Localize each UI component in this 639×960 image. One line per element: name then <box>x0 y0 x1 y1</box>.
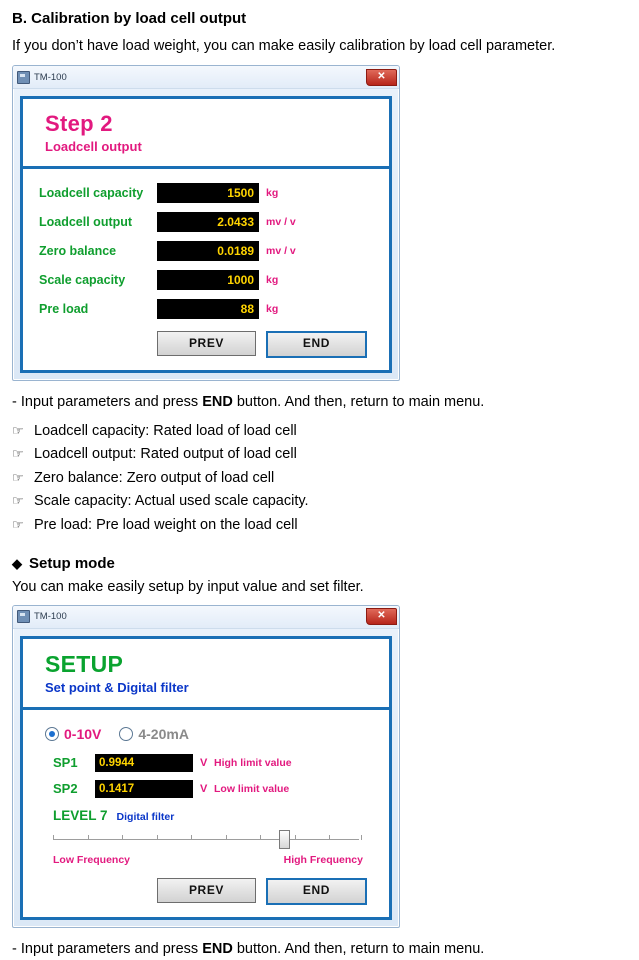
step2-instruction <box>12 391 633 413</box>
slider-tick <box>191 835 192 840</box>
sp2-description: Low limit value <box>214 782 290 795</box>
scale-capacity-input[interactable]: 1000 <box>157 270 259 290</box>
close-icon[interactable]: ✕ <box>366 69 397 86</box>
prev-button[interactable]: PREV <box>157 331 256 356</box>
hand-pointing-icon: ☞ <box>12 516 24 532</box>
setup-subheading: Set point & Digital filter <box>45 679 189 695</box>
hand-pointing-icon: ☞ <box>12 446 24 462</box>
field-unit: kg <box>266 274 279 287</box>
instruction-pre: - Input parameters and press <box>12 394 203 411</box>
setpoint-2-row <box>39 780 373 798</box>
slider-tick <box>329 835 330 840</box>
instruction-post: button. And then, return to main menu. <box>232 940 485 957</box>
field-label: Loadcell capacity <box>39 186 144 201</box>
diamond-bullet-icon: ◆ <box>12 556 22 572</box>
setup-mode-label: Setup mode <box>29 555 115 573</box>
list-item <box>12 420 633 443</box>
slider-track <box>53 839 359 840</box>
loadcell-output-input[interactable]: 2.0433 <box>157 212 259 232</box>
setup-controls <box>23 710 389 917</box>
step2-window <box>12 65 400 381</box>
instruction-end-keyword: END <box>202 394 233 411</box>
slider-tick <box>88 835 89 840</box>
end-button[interactable]: END <box>266 878 367 905</box>
radio-0-10v-label[interactable]: 0-10V <box>64 725 102 742</box>
sp2-input[interactable]: 0.1417 <box>95 780 193 798</box>
field-unit: mv / v <box>266 216 296 229</box>
instruction-pre: - Input parameters and press <box>12 940 203 957</box>
list-item-label: Loadcell output: Rated output of load cell <box>34 446 297 463</box>
radio-4-20ma[interactable] <box>119 727 133 741</box>
setup-mode-title <box>12 555 627 572</box>
list-item <box>12 467 633 490</box>
filter-level-value: LEVEL 7 <box>53 807 108 823</box>
slider-tick <box>226 835 227 840</box>
list-item-label: Zero balance: Zero output of load cell <box>34 469 275 486</box>
close-icon[interactable]: ✕ <box>366 608 397 625</box>
step2-button-row <box>39 331 373 358</box>
setup-instruction <box>12 938 633 960</box>
section-b-title: B. Calibration by load cell output <box>12 10 247 27</box>
digital-filter-slider[interactable] <box>53 827 367 853</box>
zero-balance-input[interactable]: 0.0189 <box>157 241 259 261</box>
setup-heading: SETUP <box>45 650 124 677</box>
field-unit: kg <box>266 187 279 200</box>
high-frequency-label: High Frequency <box>283 853 363 866</box>
field-unit: mv / v <box>266 245 296 258</box>
slider-tick <box>295 835 296 840</box>
filter-level-description: Digital filter <box>116 810 175 823</box>
sp2-unit: V <box>200 782 208 795</box>
field-label: Zero balance <box>39 244 117 259</box>
setup-titlebar <box>13 606 399 629</box>
section-b-paragraph: If you don’t have load weight, you can make easily calibration by load cell parameter. <box>12 38 556 54</box>
sp1-label: SP1 <box>53 755 78 771</box>
step2-header <box>23 99 389 169</box>
list-item-label: Loadcell capacity: Rated load of load cell <box>34 422 297 439</box>
filter-level-row <box>39 808 373 823</box>
loadcell-capacity-input[interactable]: 1500 <box>157 183 259 203</box>
list-item <box>12 514 633 537</box>
slider-tick <box>361 835 362 840</box>
field-unit: kg <box>266 303 279 316</box>
document-page <box>0 10 639 957</box>
setup-mode-paragraph: You can make easily setup by input value and set filter. <box>12 579 364 596</box>
step2-window-title: TM-100 <box>34 71 67 83</box>
range-radio-group <box>45 726 373 742</box>
field-loadcell-capacity <box>39 183 373 203</box>
slider-tick <box>157 835 158 840</box>
field-loadcell-output <box>39 212 373 232</box>
end-button[interactable]: END <box>266 331 367 358</box>
setpoint-1-row <box>39 754 373 772</box>
hand-pointing-icon: ☞ <box>12 422 24 438</box>
app-icon <box>17 71 30 84</box>
field-label: Loadcell output <box>39 215 133 230</box>
list-item-label: Scale capacity: Actual used scale capacity. <box>34 493 309 510</box>
list-item-label: Pre load: Pre load weight on the load cell <box>34 516 298 533</box>
frequency-labels <box>39 854 373 866</box>
step2-fields <box>23 169 389 370</box>
instruction-end-keyword: END <box>202 940 233 957</box>
step2-subheading: Loadcell output <box>45 139 142 155</box>
step2-titlebar <box>13 66 399 89</box>
pre-load-input[interactable]: 88 <box>157 299 259 319</box>
setup-header <box>23 639 389 710</box>
list-item <box>12 490 633 513</box>
slider-tick <box>53 835 54 840</box>
slider-thumb[interactable] <box>279 830 290 849</box>
radio-4-20ma-label[interactable]: 4-20mA <box>138 725 189 742</box>
sp1-unit: V <box>200 756 208 769</box>
step2-frame <box>20 96 392 373</box>
instruction-post: button. And then, return to main menu. <box>232 394 485 411</box>
field-label: Scale capacity <box>39 273 126 288</box>
sp2-label: SP2 <box>53 781 78 797</box>
slider-tick <box>122 835 123 840</box>
setup-window <box>12 605 400 928</box>
slider-tick <box>260 835 261 840</box>
field-zero-balance <box>39 241 373 261</box>
setup-frame <box>20 636 392 920</box>
hand-pointing-icon: ☞ <box>12 469 24 485</box>
sp1-description: High limit value <box>214 756 292 769</box>
step2-heading: Step 2 <box>45 111 113 137</box>
step2-window-body <box>13 89 399 380</box>
hand-pointing-icon: ☞ <box>12 493 24 509</box>
sp1-input[interactable]: 0.9944 <box>95 754 193 772</box>
setup-window-title: TM-100 <box>34 611 67 623</box>
prev-button[interactable]: PREV <box>157 878 256 903</box>
list-item <box>12 443 633 466</box>
field-label: Pre load <box>39 302 89 317</box>
setup-window-body <box>13 629 399 927</box>
app-icon <box>17 610 30 623</box>
field-scale-capacity <box>39 270 373 290</box>
field-pre-load <box>39 299 373 319</box>
low-frequency-label: Low Frequency <box>53 853 131 866</box>
setup-button-row <box>39 878 373 905</box>
radio-0-10v[interactable] <box>45 727 59 741</box>
